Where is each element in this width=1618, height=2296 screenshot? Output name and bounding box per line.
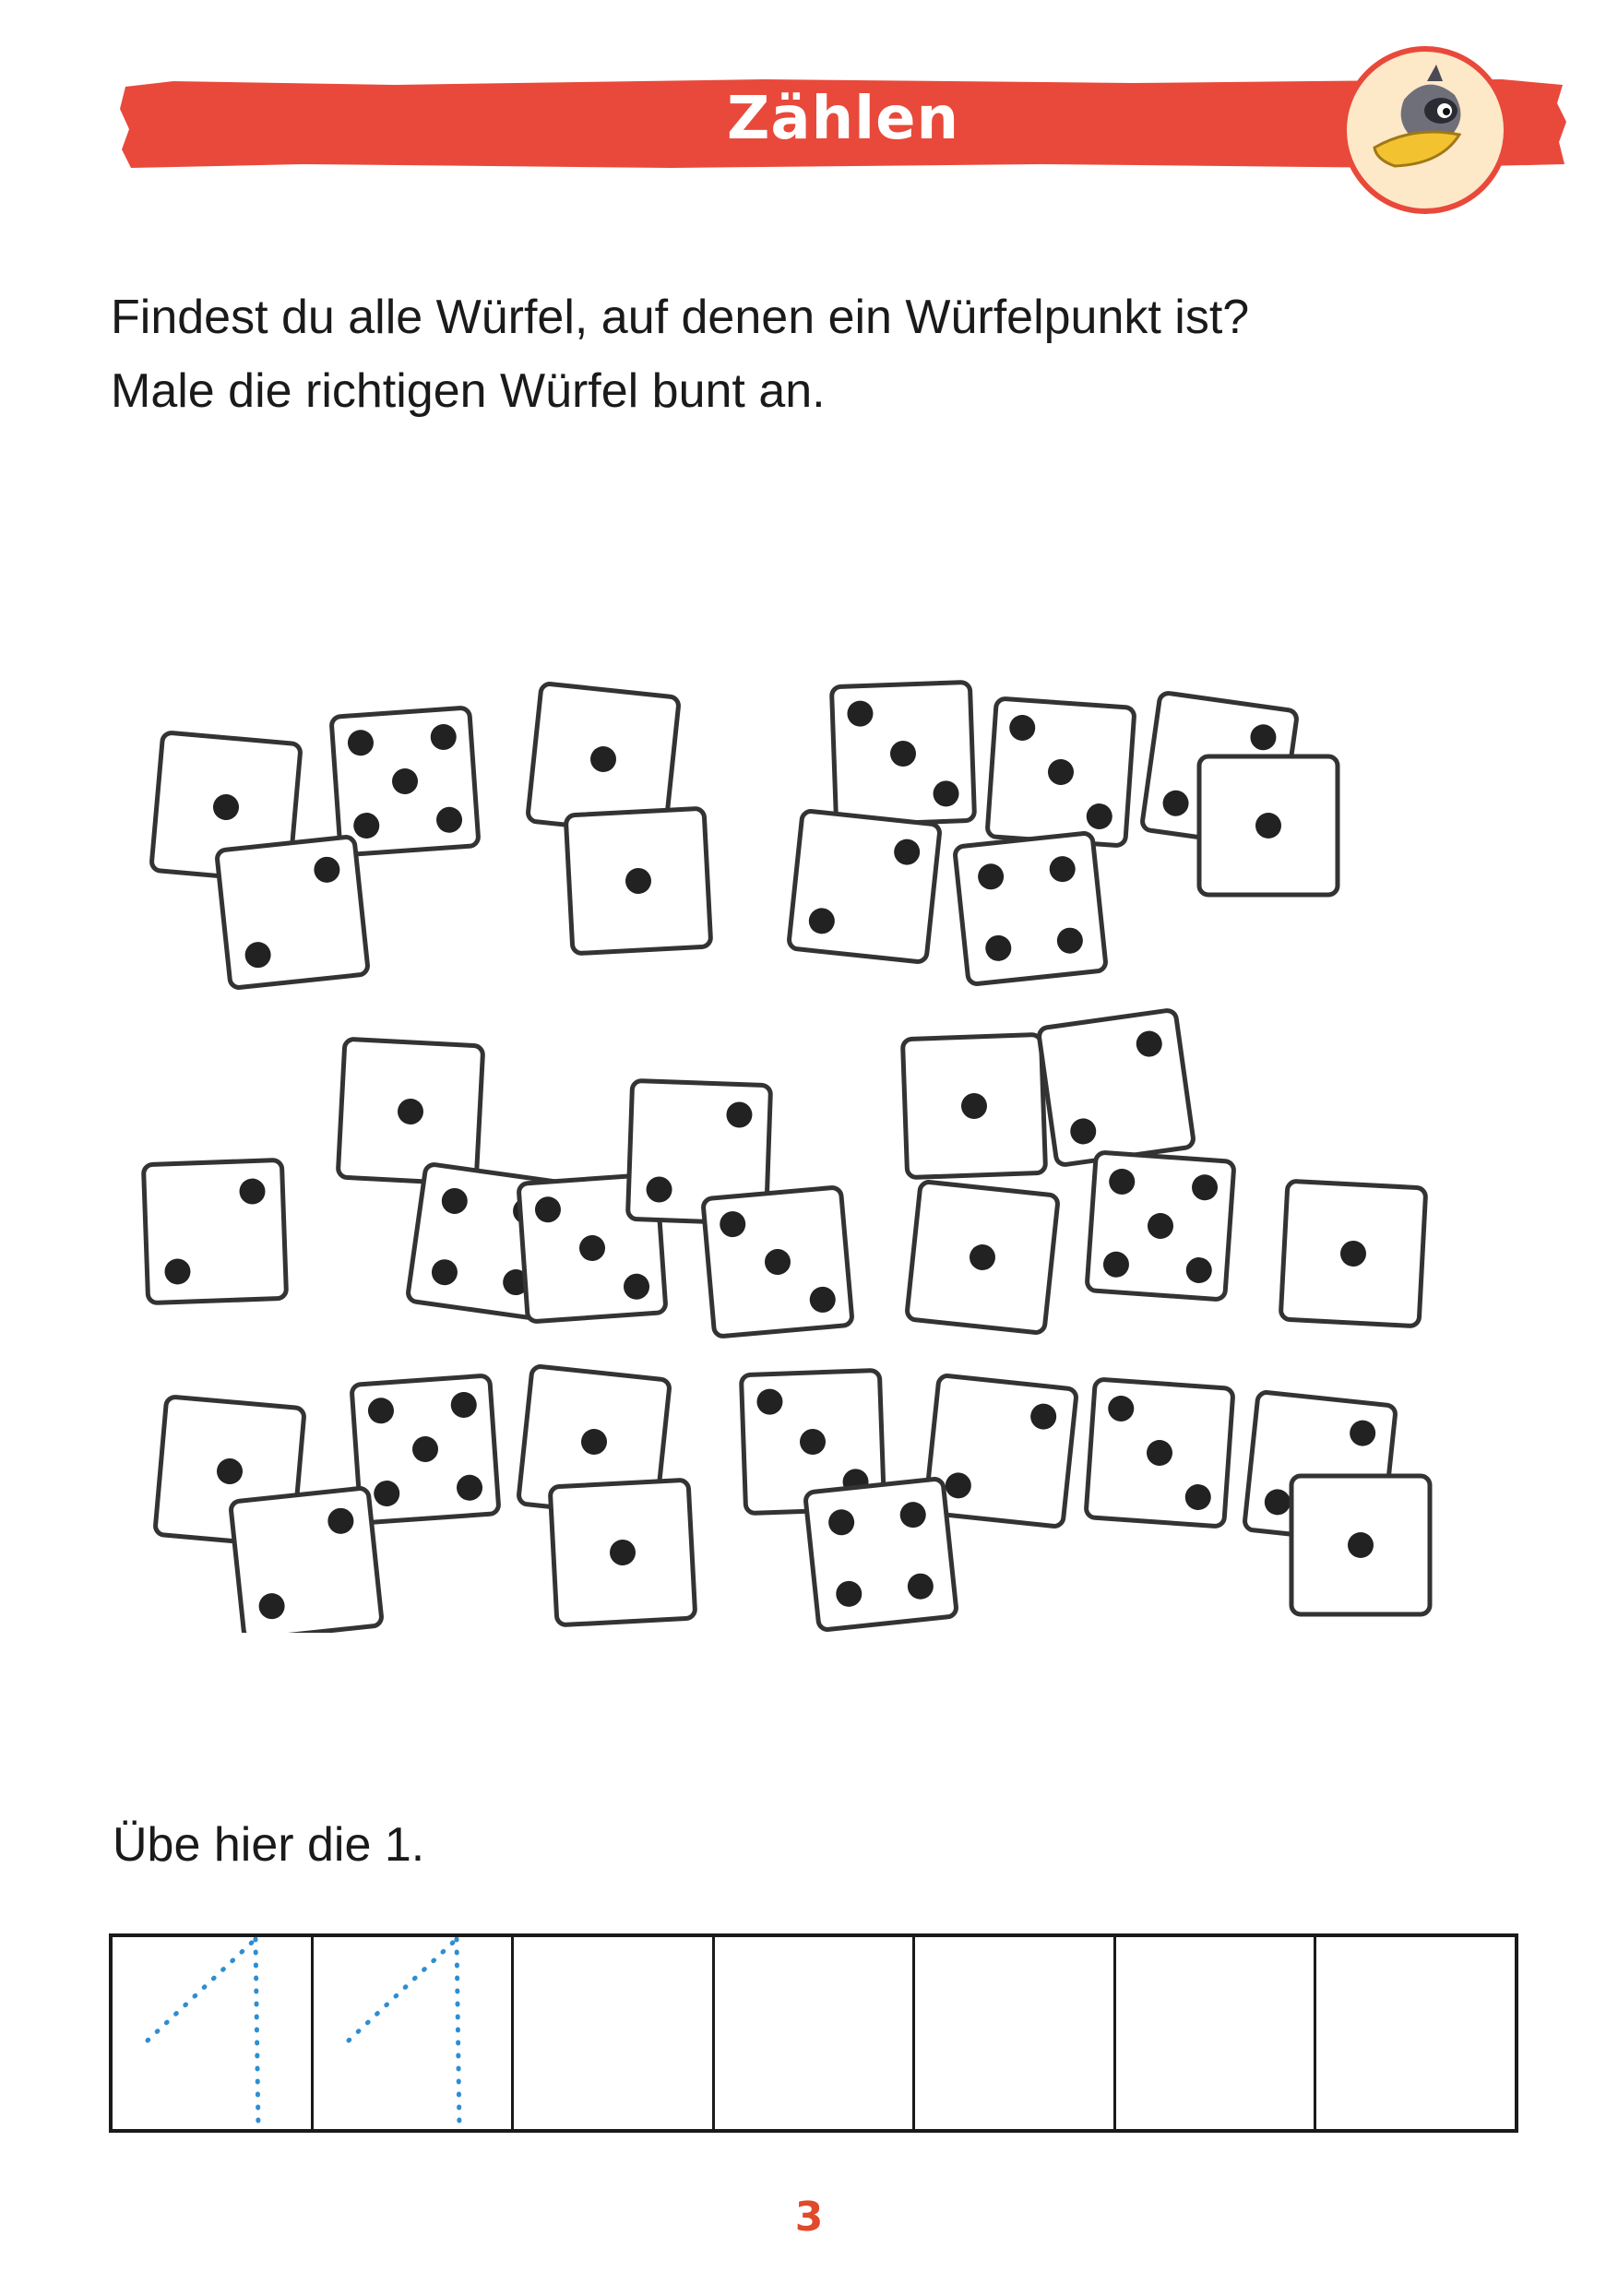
- die-2[interactable]: [1038, 1009, 1194, 1165]
- die-3[interactable]: [987, 698, 1135, 846]
- instruction-line-2: Male die richtigen Würfel bunt an.: [111, 364, 826, 418]
- dice-field: [0, 572, 1618, 1633]
- die-2[interactable]: [143, 1160, 286, 1303]
- die-pip: [1255, 813, 1281, 839]
- practice-label: Übe hier die 1.: [113, 1818, 425, 1872]
- dotted-digit-guide: [314, 1937, 513, 2131]
- die-3[interactable]: [831, 682, 974, 825]
- die-face: [217, 837, 369, 989]
- die-1[interactable]: [1199, 756, 1338, 895]
- dotted-digit-guide: [113, 1937, 312, 2131]
- die-face: [143, 1160, 286, 1303]
- die-3[interactable]: [703, 1187, 853, 1338]
- page-title: Zählen: [726, 85, 960, 153]
- die-1[interactable]: [338, 1039, 483, 1184]
- die-1[interactable]: [1280, 1181, 1426, 1326]
- die-1[interactable]: [907, 1182, 1059, 1334]
- die-5[interactable]: [1087, 1152, 1234, 1300]
- instruction-line-1: Findest du alle Würfel, auf denen ein Würfelpunkt ist?: [111, 291, 1250, 344]
- die-4[interactable]: [805, 1479, 958, 1631]
- writing-practice-grid: [109, 1933, 1518, 2133]
- die-1[interactable]: [550, 1480, 696, 1625]
- die-face: [231, 1488, 383, 1633]
- practice-cell[interactable]: [514, 1937, 715, 2129]
- die-2[interactable]: [789, 811, 941, 963]
- die-3[interactable]: [1086, 1379, 1233, 1527]
- die-face: [805, 1479, 958, 1631]
- practice-cell[interactable]: [1316, 1937, 1515, 2129]
- die-2[interactable]: [231, 1488, 383, 1633]
- die-face: [1038, 1009, 1194, 1165]
- die-5[interactable]: [331, 708, 479, 855]
- crow-mascot-icon: [1339, 44, 1511, 216]
- die-face: [925, 1375, 1077, 1528]
- die-face: [955, 833, 1107, 985]
- die-2[interactable]: [217, 837, 369, 989]
- practice-cell[interactable]: [715, 1937, 916, 2129]
- dice-illustration: [0, 572, 1618, 1633]
- die-1[interactable]: [902, 1034, 1045, 1177]
- practice-cell[interactable]: [915, 1937, 1116, 2129]
- die-4[interactable]: [955, 833, 1107, 985]
- practice-cell[interactable]: [314, 1937, 515, 2129]
- practice-cell[interactable]: [1116, 1937, 1317, 2129]
- die-face: [789, 811, 941, 963]
- die-5[interactable]: [351, 1375, 499, 1523]
- page-number: 3: [794, 2194, 824, 2241]
- die-pip: [1348, 1532, 1374, 1558]
- die-1[interactable]: [565, 808, 711, 954]
- practice-cell[interactable]: [113, 1937, 314, 2129]
- die-2[interactable]: [925, 1375, 1077, 1528]
- die-1[interactable]: [1291, 1476, 1430, 1614]
